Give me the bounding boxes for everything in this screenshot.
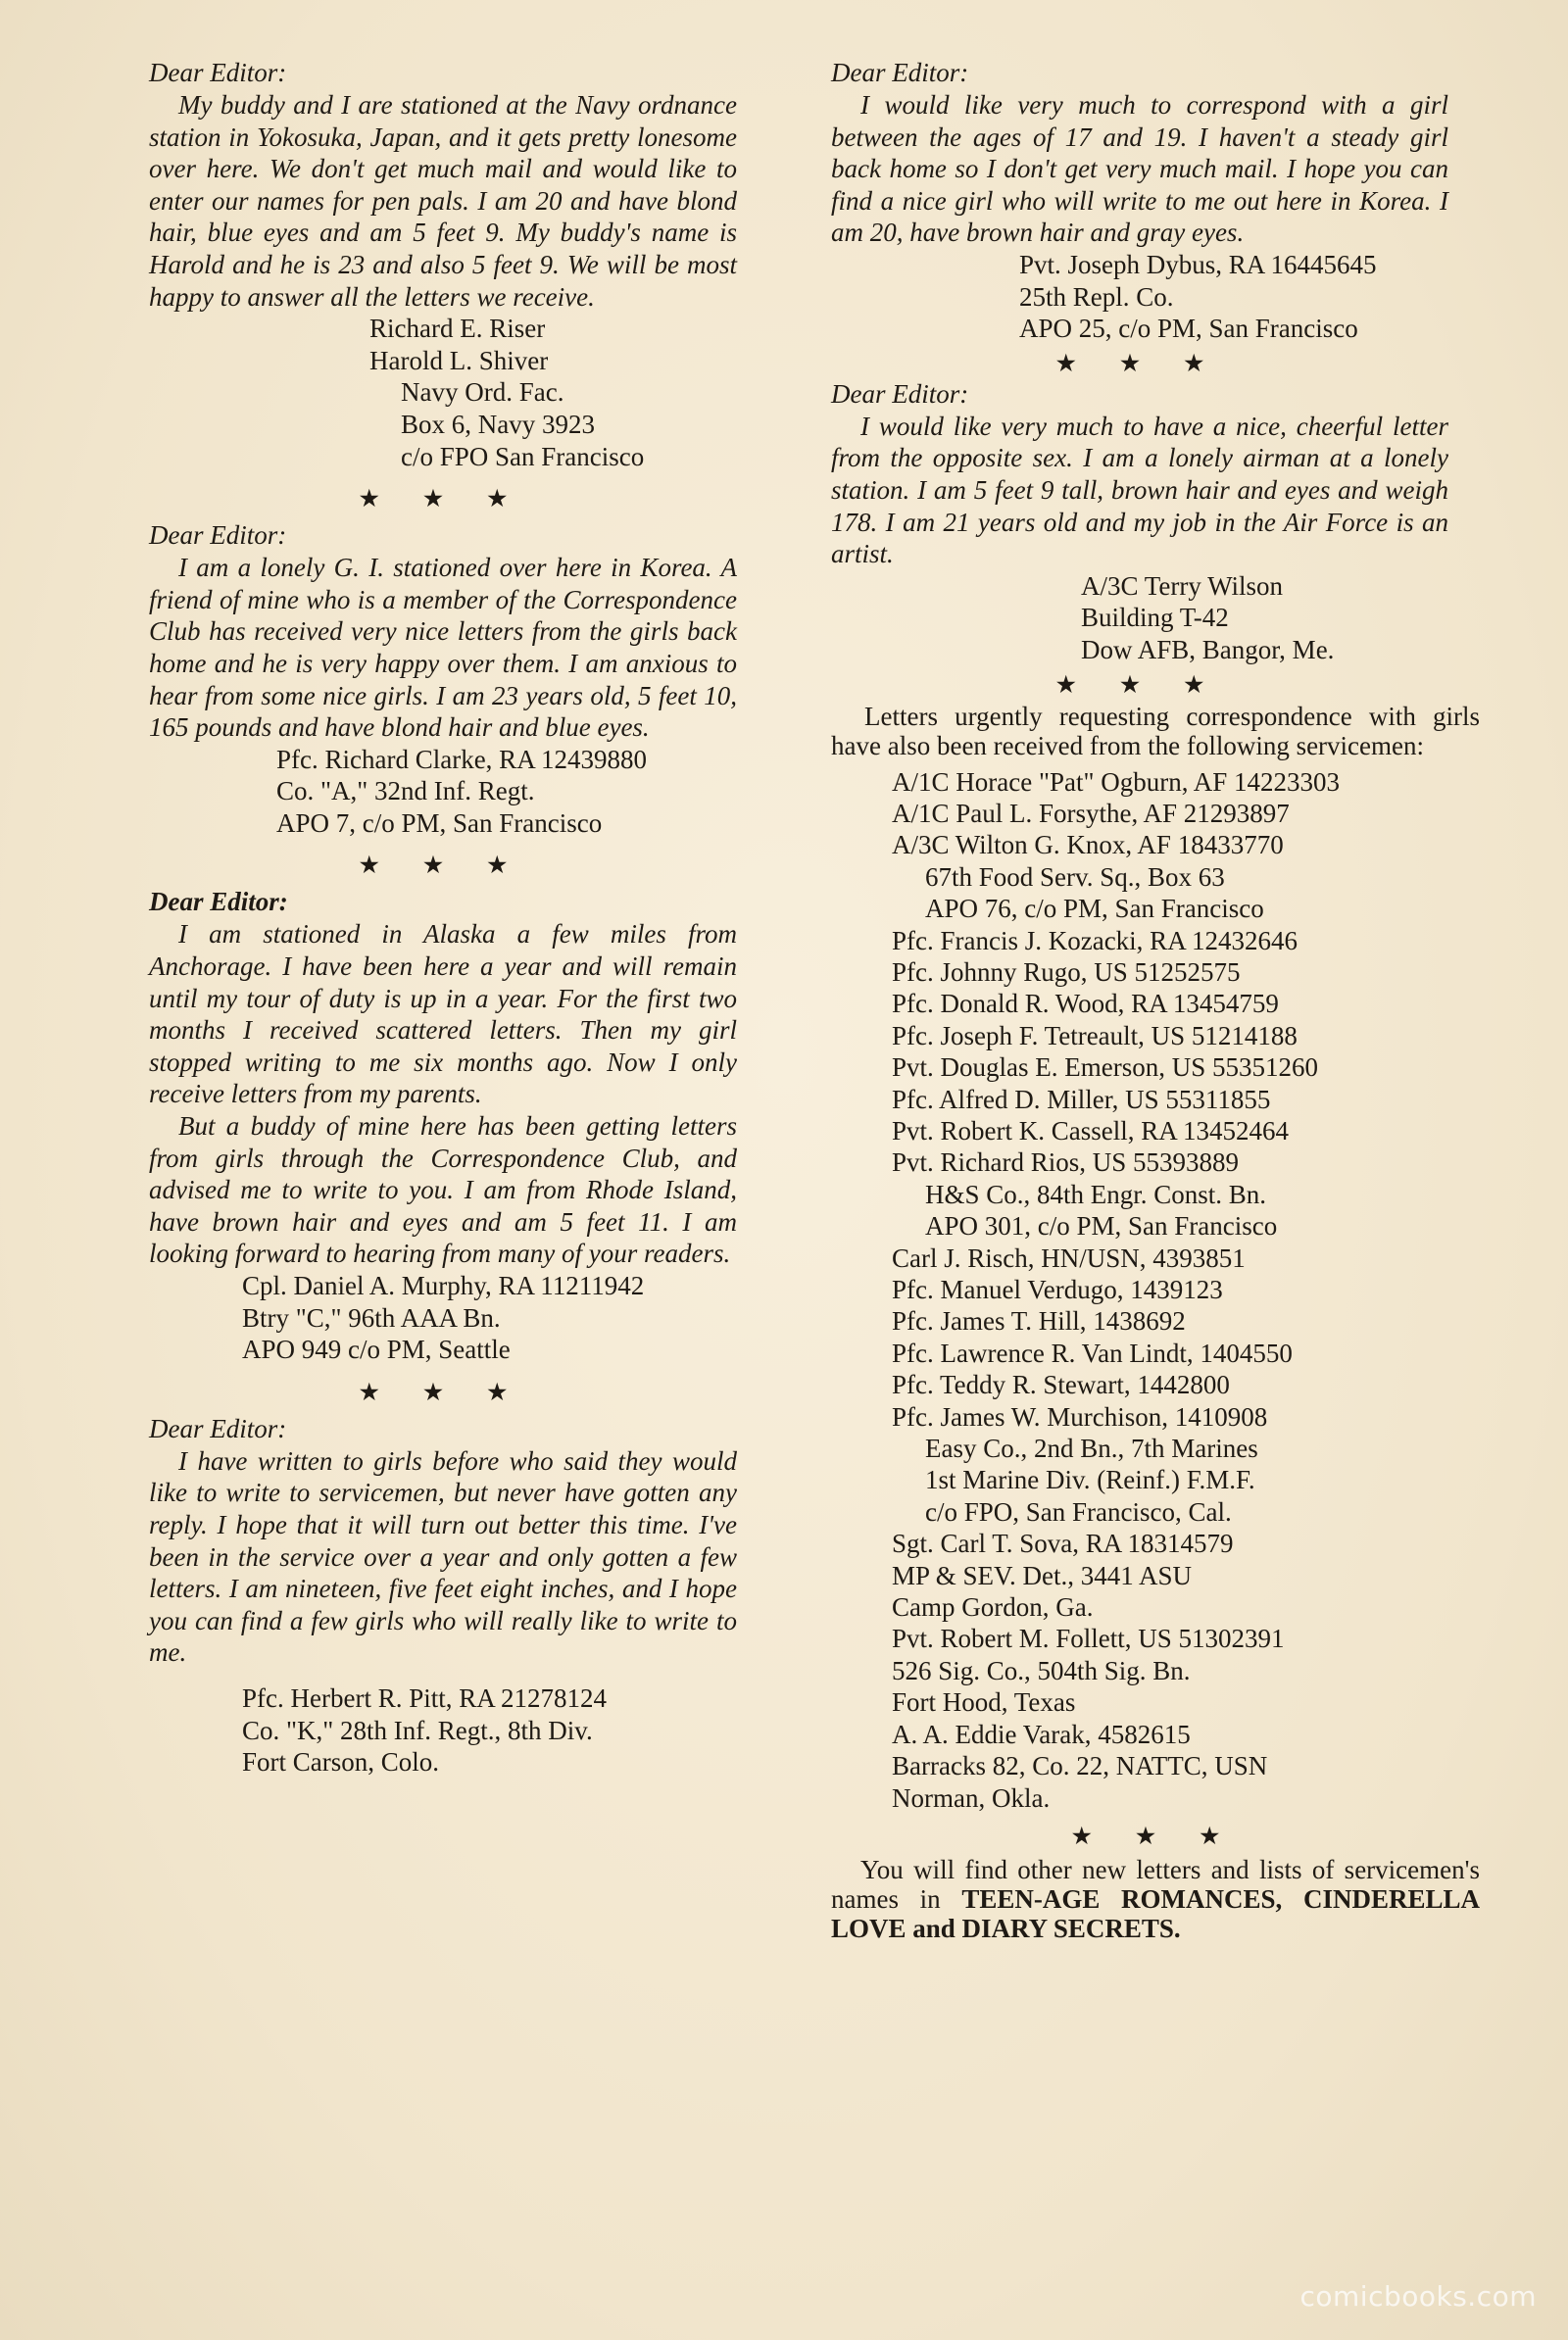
star-separator: ★ ★ ★	[1055, 350, 1224, 375]
letter-signature	[149, 313, 737, 472]
list-item: Pfc. James W. Murchison, 1410908	[892, 1401, 1268, 1432]
signature-line: Pfc. Herbert R. Pitt, RA 21278124	[242, 1682, 607, 1713]
signature-line: A/3C Terry Wilson	[1081, 570, 1284, 601]
list-item: Easy Co., 2nd Bn., 7th Marines	[925, 1434, 1258, 1464]
list-item: Pvt. Richard Rios, US 55393889	[892, 1147, 1240, 1178]
letter-salutation: Dear Editor:	[831, 58, 969, 87]
star-separator: ★ ★ ★	[359, 853, 527, 878]
letter-salutation: Dear Editor:	[149, 887, 288, 917]
magazine-titles: TEEN-AGE ROMANCES, CINDERELLA LOVE and DIARY SECRETS.	[831, 1883, 1480, 1943]
list-item: Pfc. Donald R. Wood, RA 13454759	[892, 989, 1279, 1019]
signature-line: Cpl. Daniel A. Murphy, RA 11211942	[242, 1271, 645, 1300]
signature-line: Richard E. Riser	[369, 314, 546, 344]
letter-salutation: Dear Editor:	[149, 1413, 287, 1443]
star-separator: ★ ★ ★	[1055, 671, 1224, 697]
letter-pitt	[149, 1413, 737, 1779]
list-item: Carl J. Risch, HN/USN, 4393851	[892, 1243, 1246, 1273]
letter-body: I have written to girls before who said they would like to write to servicemen, but never have gotten any reply. I hope that it will turn out better this time. I've been in the service over a year and only gotten a few letters. I am nineteen, five feet eight inches, and I hope you can find a few girls who will really like to write to me.	[149, 1445, 737, 1668]
signature-line: Co. "K," 28th Inf. Regt., 8th Div.	[242, 1715, 593, 1745]
list-item: Fort Hood, Texas	[892, 1687, 1076, 1718]
letter-signature	[149, 1682, 737, 1779]
letter-body: My buddy and I are stationed at the Navy ordnance station in Yokosuka, Japan, and it gets pretty lonesome over here. We don't get much mail and would like to enter our names for pen pals. I am 20 and have blond hair, blue eyes and am 5 feet 9. My buddy's name is Harold and he is 23 and also 5 feet 9. We will be most happy to answer all the letters we receive.	[149, 90, 737, 312]
signature-line: 25th Repl. Co.	[1019, 281, 1174, 312]
signature-line: Dow AFB, Bangor, Me.	[1081, 634, 1335, 664]
letter-body: I am stationed in Alaska a few miles from Anchorage. I have been here a year and will remain until my tour of duty is up in a year. For the first two months I received scattered letters. Then my girl stopped writing to me six months ago. Now I only receive letters from my parents. But a buddy of mine here has been getting letters from girls through the Correspondence Club, and advised me to write to you. I am from Rhode Island, have brown hair and eyes and am 5 feet 11. I am looking forward to hearing from many of your readers.	[149, 919, 737, 1269]
star-separator: ★ ★ ★	[359, 486, 527, 512]
list-item: Pfc. Alfred D. Miller, US 55311855	[892, 1084, 1271, 1114]
list-item: Camp Gordon, Ga.	[892, 1592, 1094, 1623]
letter-dybus	[831, 57, 1448, 345]
list-item: Barracks 82, Co. 22, NATTC, USN	[892, 1751, 1268, 1781]
list-item: Pfc. Teddy R. Stewart, 1442800	[892, 1370, 1230, 1400]
list-item: Pvt. Douglas E. Emerson, US 55351260	[892, 1052, 1318, 1083]
list-item: c/o FPO, San Francisco, Cal.	[925, 1496, 1232, 1527]
list-item: Pfc. James T. Hill, 1438692	[892, 1306, 1186, 1337]
list-item: 526 Sig. Co., 504th Sig. Bn.	[892, 1655, 1191, 1685]
list-item: A/1C Horace "Pat" Ogburn, AF 14223303	[892, 766, 1341, 797]
signature-line: APO 949 c/o PM, Seattle	[242, 1335, 511, 1365]
servicemen-intro: Letters urgently requesting correspondence with girls have also been received from the following servicemen:	[831, 701, 1480, 760]
left-column	[149, 57, 737, 1779]
letter-riser	[149, 57, 737, 472]
signature-line: Pfc. Richard Clarke, RA 12439880	[276, 744, 647, 774]
signature-line: Building T-42	[1081, 603, 1229, 633]
closing-lead: You will find other new letters and lists of servicemen's names in	[831, 1854, 1480, 1914]
list-item: Pfc. Manuel Verdugo, 1439123	[892, 1275, 1223, 1304]
signature-line: Co. "A," 32nd Inf. Regt.	[276, 776, 535, 806]
closing-note	[831, 1855, 1480, 1943]
signature-line: Fort Carson, Colo.	[242, 1747, 440, 1778]
letter-body: I am a lonely G. I. stationed over here in Korea. A friend of mine who is a member of the Correspondence Club has received very nice letters from the girls back home and he is very happy over them. I am anxious to hear from some nice girls. I am 23 years old, 5 feet 10, 165 pounds and have blond hair and blue eyes.	[149, 553, 737, 743]
letter-body: I would like very much to have a nice, cheerful letter from the opposite sex. I am a lonely airman at a lonely station. I am 5 feet 9 tall, brown hair and eyes and weigh 178. I am 21 years old and my job in the Air Force is an artist.	[831, 411, 1448, 569]
list-item: Pfc. Johnny Rugo, US 51252575	[892, 956, 1241, 987]
letter-signature	[149, 744, 737, 840]
list-item: A. A. Eddie Varak, 4582615	[892, 1719, 1191, 1749]
list-item: APO 76, c/o PM, San Francisco	[925, 894, 1264, 924]
list-item: A/3C Wilton G. Knox, AF 18433770	[892, 830, 1284, 860]
letter-clarke	[149, 519, 737, 839]
list-item: A/1C Paul L. Forsythe, AF 21293897	[892, 798, 1290, 828]
signature-line: Pvt. Joseph Dybus, RA 16445645	[1019, 249, 1377, 279]
signature-line: c/o FPO San Francisco	[401, 441, 645, 471]
site-watermark: comicbooks.com	[1299, 2280, 1537, 2313]
list-item: H&S Co., 84th Engr. Const. Bn.	[925, 1179, 1267, 1209]
list-item: Pfc. Joseph F. Tetreault, US 51214188	[892, 1020, 1298, 1050]
signature-line: Box 6, Navy 3923	[401, 409, 595, 439]
letter-body: I would like very much to correspond with a girl between the ages of 17 and 19. I haven't a steady girl back home so I don't get very much mail. I hope you can find a nice girl who will write to me out here in Korea. I am 20, have brown hair and gray eyes.	[831, 90, 1448, 248]
signature-line: Navy Ord. Fac.	[401, 377, 564, 408]
letter-murphy	[149, 886, 737, 1365]
list-item: APO 301, c/o PM, San Francisco	[925, 1211, 1278, 1242]
servicemen-list	[831, 766, 1480, 1814]
star-separator: ★ ★ ★	[359, 1379, 527, 1404]
letter-signature	[831, 570, 1448, 666]
list-item: 1st Marine Div. (Reinf.) F.M.F.	[925, 1465, 1255, 1495]
letter-wilson	[831, 378, 1448, 666]
signature-line: APO 25, c/o PM, San Francisco	[1019, 314, 1358, 344]
list-item: Pfc. Francis J. Kozacki, RA 12432646	[892, 925, 1298, 955]
list-item: 67th Food Serv. Sq., Box 63	[925, 861, 1225, 892]
signature-line: Harold L. Shiver	[369, 345, 549, 375]
letter-signature	[831, 249, 1448, 345]
list-item: Pvt. Robert K. Cassell, RA 13452464	[892, 1115, 1290, 1146]
list-item: MP & SEV. Det., 3441 ASU	[892, 1560, 1193, 1590]
signature-line: APO 7, c/o PM, San Francisco	[276, 807, 603, 838]
signature-line: Btry "C," 96th AAA Bn.	[242, 1302, 501, 1333]
right-column	[831, 57, 1480, 1943]
letter-salutation: Dear Editor:	[149, 58, 287, 87]
list-item: Pfc. Lawrence R. Van Lindt, 1404550	[892, 1338, 1293, 1368]
star-separator: ★ ★ ★	[1071, 1823, 1240, 1848]
list-item: Norman, Okla.	[892, 1782, 1051, 1813]
letter-salutation: Dear Editor:	[831, 378, 969, 409]
list-item: Sgt. Carl T. Sova, RA 18314579	[892, 1529, 1234, 1559]
letter-signature	[149, 1270, 737, 1366]
list-item: Pvt. Robert M. Follett, US 51302391	[892, 1624, 1285, 1654]
letter-salutation: Dear Editor:	[149, 520, 287, 551]
